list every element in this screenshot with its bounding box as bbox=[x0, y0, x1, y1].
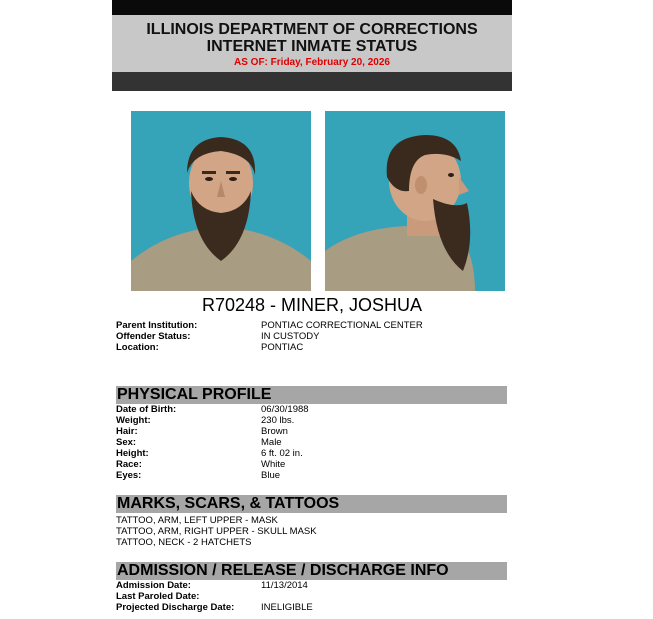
admission-label: Projected Discharge Date: bbox=[116, 602, 235, 613]
mark-item: TATTOO, ARM, RIGHT UPPER - SKULL MASK bbox=[116, 526, 317, 537]
profile-value: Brown bbox=[261, 426, 288, 437]
profile-label: Height: bbox=[116, 448, 149, 459]
status-label: Parent Institution: bbox=[116, 320, 198, 331]
profile-label: Hair: bbox=[116, 426, 138, 437]
section-title: PHYSICAL PROFILE bbox=[117, 386, 272, 403]
admission-value: INELIGIBLE bbox=[261, 602, 313, 613]
profile-value: 230 lbs. bbox=[261, 415, 295, 426]
header-top-bar bbox=[112, 0, 512, 15]
status-label: Location: bbox=[116, 342, 159, 353]
admission-label: Last Paroled Date: bbox=[116, 591, 200, 602]
header-title-line2: INTERNET INMATE STATUS bbox=[206, 38, 418, 55]
section-header-admission bbox=[116, 562, 507, 580]
admission-label: Admission Date: bbox=[116, 580, 191, 591]
profile-value: 6 ft. 02 in. bbox=[261, 448, 303, 459]
section-header-physical-profile bbox=[116, 386, 507, 404]
page-header bbox=[112, 0, 512, 91]
side-mugshot-photo bbox=[325, 111, 505, 291]
profile-value: Blue bbox=[261, 470, 281, 481]
admission-value: 11/13/2014 bbox=[261, 580, 308, 591]
section-header-marks bbox=[116, 495, 507, 513]
section-title: ADMISSION / RELEASE / DISCHARGE INFO bbox=[117, 562, 449, 579]
as-of-date: AS OF: Friday, February 20, 2026 bbox=[234, 57, 390, 68]
inmate-name-heading: R70248 - MINER, JOSHUA bbox=[201, 295, 423, 315]
profile-value: Male bbox=[261, 437, 282, 448]
profile-label: Race: bbox=[116, 459, 142, 470]
status-value: PONTIAC bbox=[261, 342, 304, 353]
profile-value: 06/30/1988 bbox=[261, 404, 309, 415]
section-title: MARKS, SCARS, & TATTOOS bbox=[117, 495, 340, 512]
status-value: PONTIAC CORRECTIONAL CENTER bbox=[261, 320, 423, 331]
profile-label: Date of Birth: bbox=[116, 404, 177, 415]
header-title-line1: ILLINOIS DEPARTMENT OF CORRECTIONS bbox=[146, 21, 478, 38]
status-label: Offender Status: bbox=[116, 331, 191, 342]
profile-label: Sex: bbox=[116, 437, 137, 448]
header-bottom-bar bbox=[112, 72, 512, 91]
profile-label: Eyes: bbox=[116, 470, 142, 481]
status-value: IN CUSTODY bbox=[261, 331, 320, 342]
mark-item: TATTOO, NECK - 2 HATCHETS bbox=[116, 537, 252, 548]
profile-label: Weight: bbox=[116, 415, 151, 426]
front-mugshot-photo bbox=[131, 111, 311, 291]
profile-value: White bbox=[261, 459, 286, 470]
mark-item: TATTOO, ARM, LEFT UPPER - MASK bbox=[116, 515, 278, 526]
